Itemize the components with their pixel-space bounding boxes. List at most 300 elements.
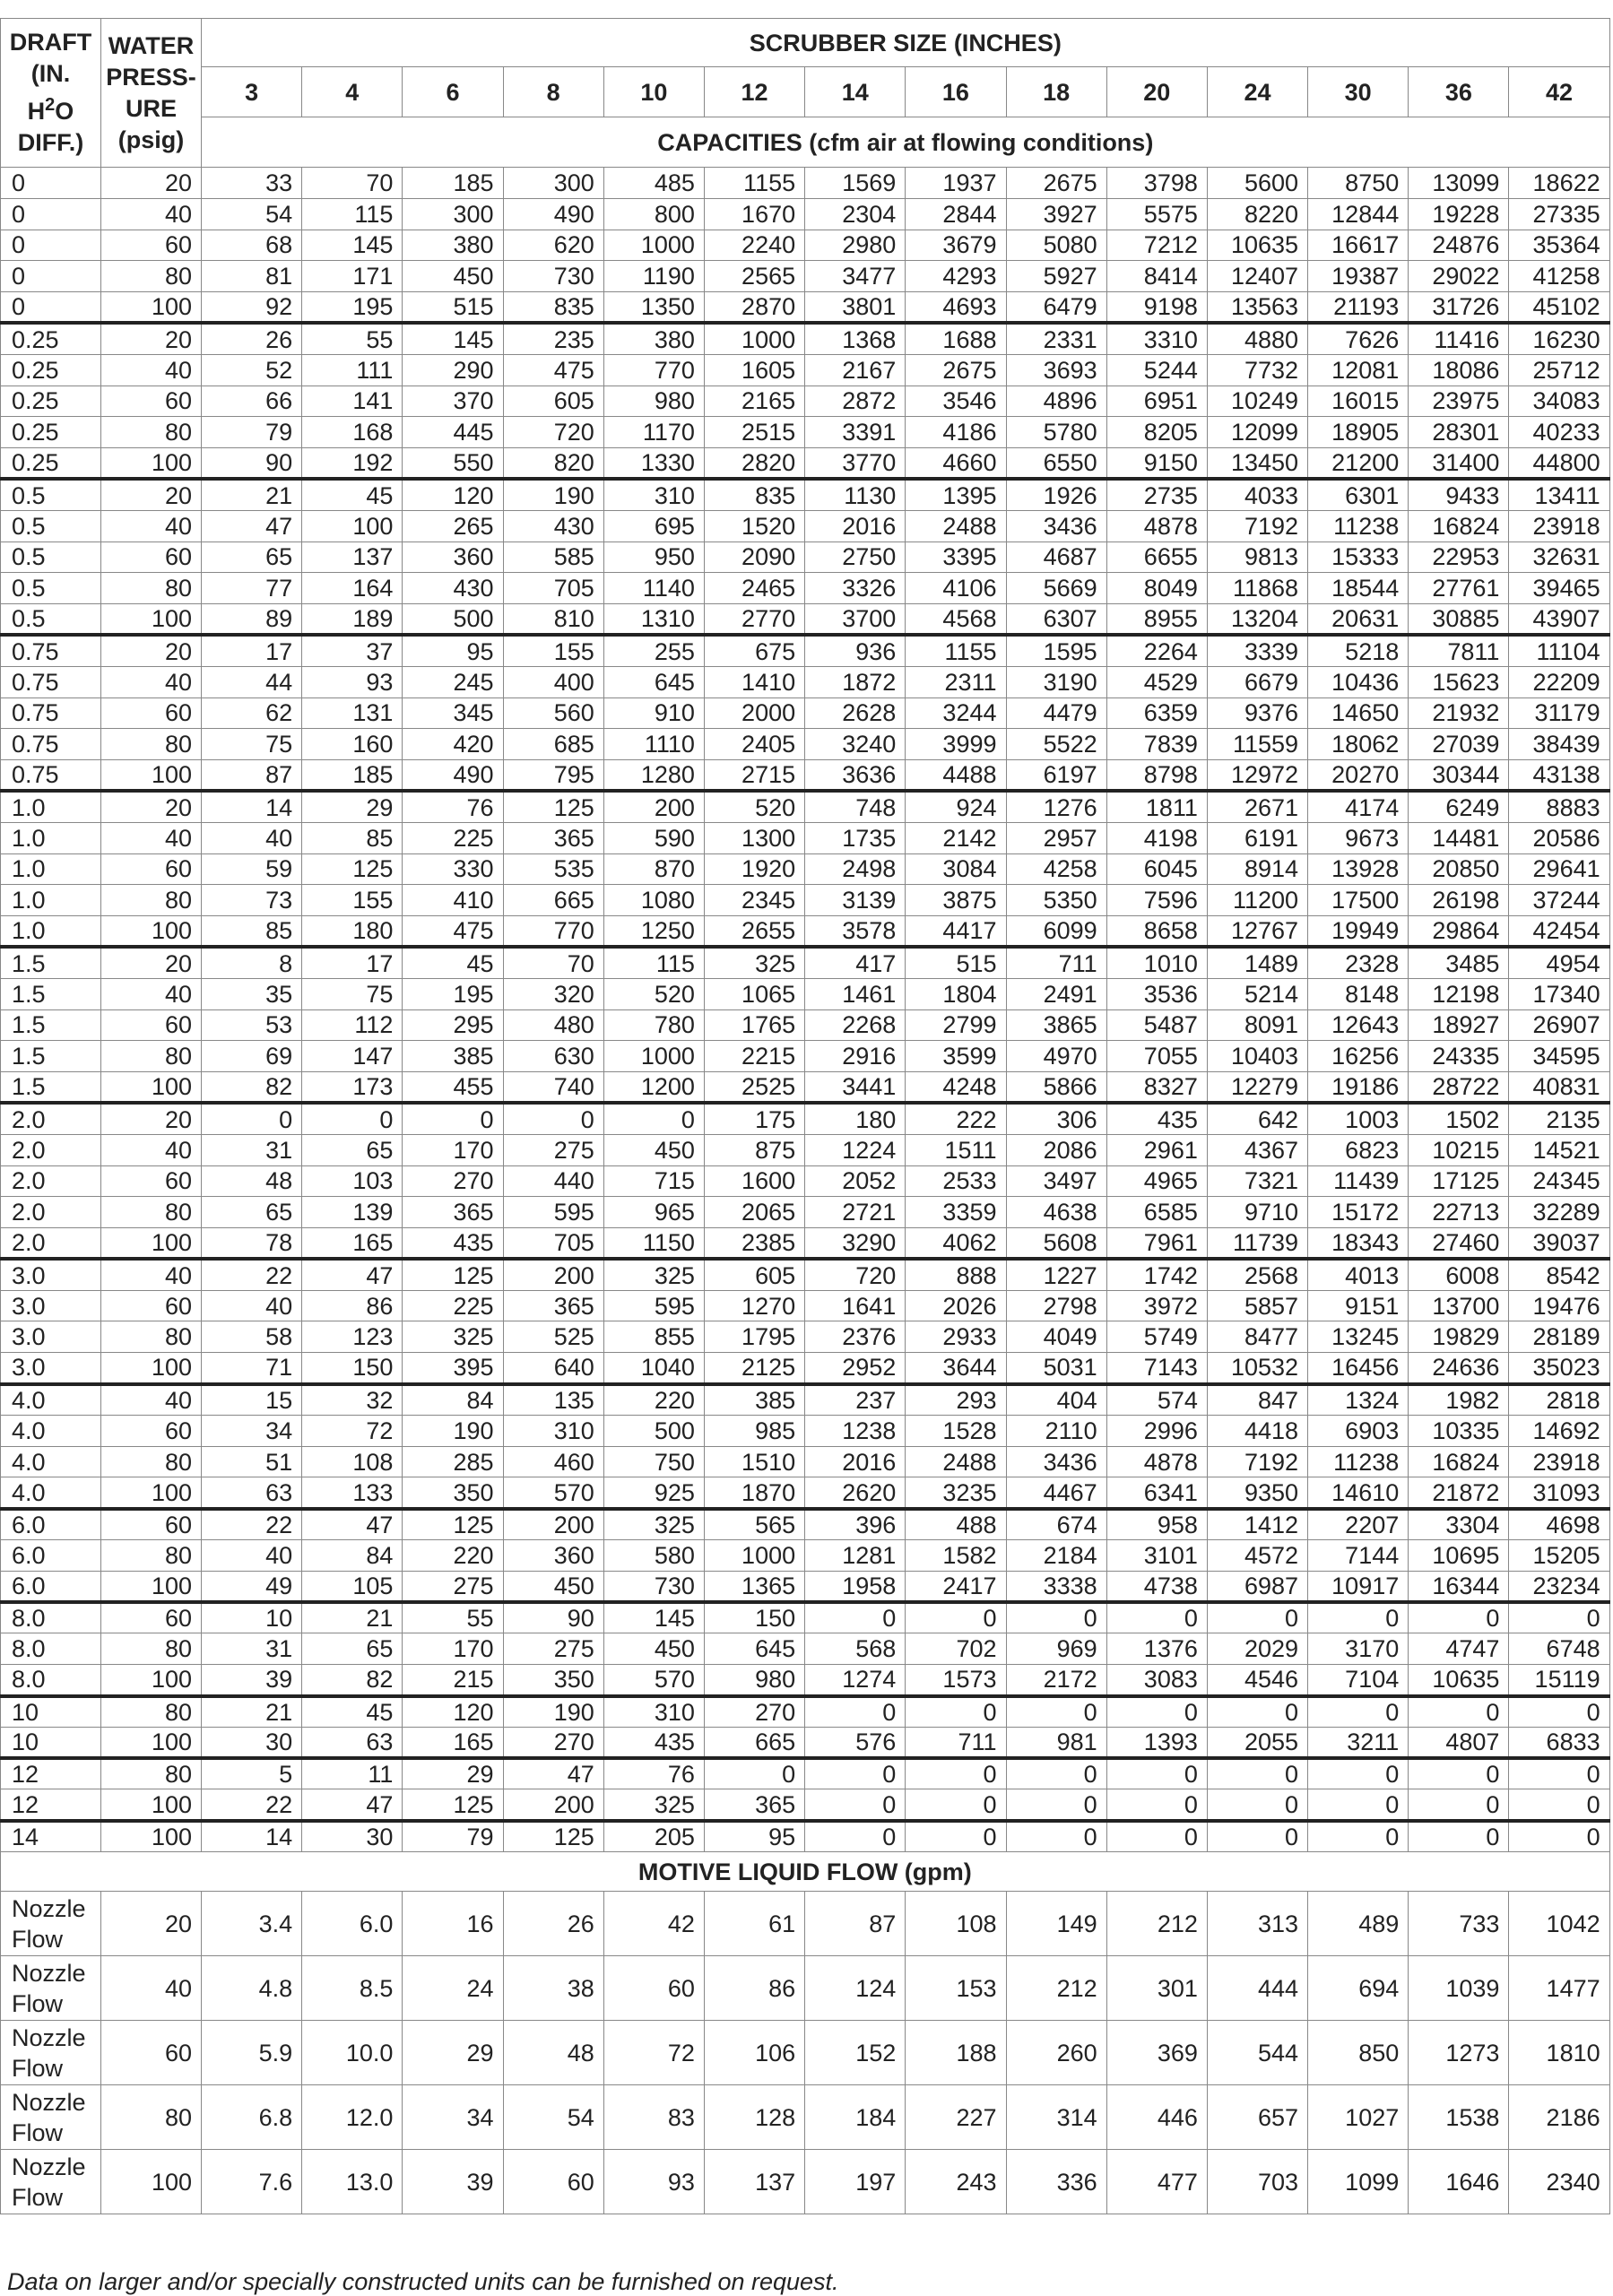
capacity-cell: 2240 [704,230,804,261]
capacity-cell: 7626 [1308,323,1409,354]
capacity-cell: 26 [202,323,302,354]
capacity-cell: 1412 [1207,1509,1307,1540]
capacity-cell: 3139 [805,885,906,916]
capacity-cell: 3798 [1106,168,1207,199]
flow-cell: 2186 [1509,2085,1609,2150]
capacity-cell: 1330 [603,448,704,480]
capacity-cell: 95 [403,635,503,666]
capacity-cell: 325 [603,1259,704,1290]
capacity-cell: 847 [1207,1384,1307,1416]
capacity-cell: 22953 [1409,542,1509,573]
capacity-cell: 85 [202,916,302,948]
capacity-cell: 980 [603,386,704,417]
capacity-cell: 220 [603,1384,704,1416]
capacity-cell: 490 [403,760,503,792]
capacity-cell: 52 [202,354,302,386]
capacity-cell: 3972 [1106,1290,1207,1321]
capacity-cell: 642 [1207,1103,1307,1134]
capacity-cell: 2304 [805,198,906,230]
draft-cell: 0.25 [1,417,101,448]
capacity-cell: 3339 [1207,635,1307,666]
capacity-cell: 2135 [1509,1103,1609,1134]
capacity-cell: 125 [302,853,403,885]
capacity-cell: 10249 [1207,386,1307,417]
pressure-cell: 80 [101,417,202,448]
capacity-cell: 3304 [1409,1509,1509,1540]
capacity-cell: 2172 [1006,1665,1106,1696]
capacity-cell: 5 [202,1758,302,1789]
capacity-cell: 5749 [1106,1321,1207,1353]
capacity-cell: 1000 [704,323,804,354]
capacity-cell: 24876 [1409,230,1509,261]
capacity-cell: 2957 [1006,822,1106,853]
draft-cell: 2.0 [1,1165,101,1197]
table-row [1,822,1610,853]
capacity-cell: 22209 [1509,666,1609,697]
table-row [1,791,1610,822]
table-row [1,853,1610,885]
capacity-cell: 875 [704,1134,804,1165]
capacity-cell: 1224 [805,1134,906,1165]
capacity-cell: 500 [603,1415,704,1446]
capacity-cell: 2933 [906,1321,1006,1353]
capacity-cell: 26907 [1509,1009,1609,1041]
draft-cell: 4.0 [1,1415,101,1446]
capacity-cell: 108 [302,1446,403,1477]
capacity-cell: 237 [805,1384,906,1416]
capacity-cell: 30 [302,1821,403,1852]
capacity-cell: 7192 [1207,510,1307,542]
capacity-cell: 1238 [805,1415,906,1446]
capacity-cell: 15119 [1509,1665,1609,1696]
capacity-cell: 2620 [805,1477,906,1509]
capacity-cell: 910 [603,697,704,729]
capacity-cell: 620 [503,230,603,261]
capacity-cell: 958 [1106,1509,1207,1540]
capacity-cell: 7596 [1106,885,1207,916]
capacity-cell: 1605 [704,354,804,386]
draft-cell: 3.0 [1,1353,101,1384]
pressure-cell: 20 [101,635,202,666]
scrubber-capacity-table [0,18,1610,2214]
draft-cell: 14 [1,1821,101,1852]
capacity-cell: 15333 [1308,542,1409,573]
footnote: Data on larger and/or specially constructed units can be furnished on request. [7,2268,839,2295]
capacity-cell: 2110 [1006,1415,1106,1446]
capacity-cell: 47 [202,510,302,542]
capacity-cell: 685 [503,729,603,760]
flow-cell: 444 [1207,1956,1307,2021]
capacity-cell: 8658 [1106,916,1207,948]
table-row [1,1384,1610,1416]
flow-cell: 13.0 [302,2150,403,2214]
capacity-cell: 20270 [1308,760,1409,792]
capacity-cell: 574 [1106,1384,1207,1416]
pressure-cell: 80 [101,573,202,604]
flow-cell: 7.6 [202,2150,302,2214]
capacity-cell: 455 [403,1072,503,1104]
capacity-cell: 11238 [1308,510,1409,542]
capacity-cell: 12972 [1207,760,1307,792]
capacity-cell: 3436 [1006,510,1106,542]
capacity-cell: 430 [403,573,503,604]
capacity-cell: 58 [202,1321,302,1353]
capacity-cell: 3190 [1006,666,1106,697]
capacity-cell: 2980 [805,230,906,261]
pressure-cell: 80 [101,1633,202,1665]
capacity-cell: 365 [503,1290,603,1321]
capacity-cell: 13563 [1207,292,1307,324]
capacity-cell: 14692 [1509,1415,1609,1446]
capacity-cell: 11416 [1409,323,1509,354]
capacity-cell: 11238 [1308,1446,1409,1477]
capacity-cell: 8883 [1509,791,1609,822]
flow-cell: 86 [704,1956,804,2021]
pressure-cell: 80 [101,1197,202,1228]
capacity-cell: 40 [202,822,302,853]
pressure-cell: 100 [101,1477,202,1509]
capacity-cell: 888 [906,1259,1006,1290]
capacity-cell: 0 [1106,1602,1207,1633]
capacity-cell: 0 [1207,1602,1307,1633]
capacity-cell: 27039 [1409,729,1509,760]
capacity-cell: 0 [1006,1696,1106,1728]
capacity-cell: 125 [403,1259,503,1290]
capacity-cell: 7321 [1207,1165,1307,1197]
capacity-cell: 9673 [1308,822,1409,853]
flow-cell: 10.0 [302,2021,403,2085]
capacity-cell: 640 [503,1353,603,1384]
capacity-cell: 111 [302,354,403,386]
capacity-cell: 2215 [704,1041,804,1072]
pressure-cell: 60 [101,1415,202,1446]
capacity-cell: 6748 [1509,1633,1609,1665]
capacity-cell: 969 [1006,1633,1106,1665]
capacity-cell: 417 [805,947,906,978]
capacity-cell: 49 [202,1571,302,1602]
capacity-cell: 0 [1308,1821,1409,1852]
capacity-cell: 0 [1509,1696,1609,1728]
capacity-cell: 40233 [1509,417,1609,448]
capacity-cell: 2016 [805,1446,906,1477]
capacity-cell: 13245 [1308,1321,1409,1353]
capacity-cell: 13450 [1207,448,1307,480]
pressure-cell: 20 [101,1892,202,1956]
capacity-cell: 450 [603,1633,704,1665]
flow-cell: 5.9 [202,2021,302,2085]
table-row [1,1415,1610,1446]
capacity-cell: 8477 [1207,1321,1307,1353]
capacity-cell: 31179 [1509,697,1609,729]
capacity-cell: 34083 [1509,386,1609,417]
capacity-cell: 71 [202,1353,302,1384]
capacities-label-row [1,117,1610,168]
capacity-cell: 270 [403,1165,503,1197]
capacity-cell: 7143 [1106,1353,1207,1384]
capacity-cell: 16015 [1308,386,1409,417]
capacity-cell: 43138 [1509,760,1609,792]
flow-cell: 1538 [1409,2085,1509,2150]
flow-cell: 6.0 [302,1892,403,1956]
capacity-cell: 14481 [1409,822,1509,853]
capacity-cell: 6191 [1207,822,1307,853]
table-row [1,1134,1610,1165]
capacity-cell: 95 [704,1821,804,1852]
capacity-cell: 435 [403,1228,503,1260]
capacity-cell: 40 [202,1290,302,1321]
capacity-cell: 350 [403,1477,503,1509]
nozzle-flow-row [1,2021,1610,2085]
capacity-cell: 2052 [805,1165,906,1197]
capacity-cell: 2465 [704,573,804,604]
capacity-cell: 1040 [603,1353,704,1384]
pressure-cell: 20 [101,168,202,199]
capacity-cell: 7055 [1106,1041,1207,1072]
capacity-cell: 0 [805,1758,906,1789]
pressure-cell: 60 [101,386,202,417]
capacity-cell: 22 [202,1509,302,1540]
capacity-cell: 6045 [1106,853,1207,885]
flow-cell: 153 [906,1956,1006,2021]
flow-cell: 260 [1006,2021,1106,2085]
capacity-cell: 3436 [1006,1446,1106,1477]
capacity-cell: 13204 [1207,604,1307,636]
draft-cell: 2.0 [1,1134,101,1165]
capacity-cell: 39 [202,1665,302,1696]
pressure-cell: 80 [101,1446,202,1477]
capacity-cell: 8220 [1207,198,1307,230]
capacity-cell: 380 [403,230,503,261]
capacity-cell: 47 [302,1789,403,1821]
capacity-cell: 5487 [1106,1009,1207,1041]
capacity-cell: 13700 [1409,1290,1509,1321]
capacity-cell: 10917 [1308,1571,1409,1602]
capacity-cell: 4568 [906,604,1006,636]
capacity-cell: 3636 [805,760,906,792]
capacity-cell: 2961 [1106,1134,1207,1165]
capacity-cell: 380 [603,323,704,354]
capacity-cell: 2029 [1207,1633,1307,1665]
capacity-cell: 3240 [805,729,906,760]
pressure-cell: 80 [101,1041,202,1072]
capacity-cell: 488 [906,1509,1006,1540]
capacity-cell: 12198 [1409,978,1509,1009]
capacity-cell: 2735 [1106,479,1207,510]
capacity-cell: 1958 [805,1571,906,1602]
capacity-cell: 31400 [1409,448,1509,480]
capacity-cell: 795 [503,760,603,792]
capacity-cell: 6951 [1106,386,1207,417]
capacity-cell: 520 [704,791,804,822]
draft-cell: 6.0 [1,1540,101,1572]
capacity-cell: 29641 [1509,853,1609,885]
capacity-cell: 175 [704,1103,804,1134]
capacity-cell: 12081 [1308,354,1409,386]
capacity-cell: 965 [603,1197,704,1228]
capacity-cell: 4687 [1006,542,1106,573]
draft-cell: 0.5 [1,510,101,542]
capacity-cell: 0 [1207,1696,1307,1728]
capacity-cell: 330 [403,853,503,885]
capacity-cell: 1600 [704,1165,804,1197]
capacity-cell: 76 [403,791,503,822]
capacity-cell: 385 [704,1384,804,1416]
capacity-cell: 8148 [1308,978,1409,1009]
capacity-cell: 10403 [1207,1041,1307,1072]
table-row [1,635,1610,666]
table-row [1,1290,1610,1321]
pressure-cell: 80 [101,885,202,916]
capacity-cell: 12407 [1207,261,1307,292]
capacity-cell: 35 [202,978,302,1009]
capacity-cell: 420 [403,729,503,760]
capacity-cell: 10335 [1409,1415,1509,1446]
capacity-cell: 31 [202,1633,302,1665]
capacity-cell: 200 [503,1259,603,1290]
draft-column-header: DRAFT (IN. $H^2O$ DIFF.) [1,19,101,168]
capacity-cell: 2952 [805,1353,906,1384]
draft-cell: 0.25 [1,354,101,386]
pressure-cell: 20 [101,1103,202,1134]
capacity-cell: 450 [403,261,503,292]
capacity-cell: 14521 [1509,1134,1609,1165]
capacity-cell: 13099 [1409,168,1509,199]
capacity-cell: 2533 [906,1165,1006,1197]
capacity-cell: 73 [202,885,302,916]
capacity-cell: 1937 [906,168,1006,199]
capacity-cell: 4033 [1207,479,1307,510]
capacity-cell: 68 [202,230,302,261]
capacity-cell: 4954 [1509,947,1609,978]
capacity-cell: 1350 [603,292,704,324]
capacity-cell: 24335 [1409,1041,1509,1072]
capacity-cell: 63 [302,1727,403,1758]
capacity-cell: 576 [805,1727,906,1758]
capacities-label: CAPACITIES (cfm air at flowing conditions) [202,117,1610,168]
capacity-cell: 1155 [704,168,804,199]
pressure-cell: 100 [101,1665,202,1696]
capacity-cell: 1003 [1308,1103,1409,1134]
capacity-cell: 4186 [906,417,1006,448]
capacity-cell: 225 [403,1290,503,1321]
capacity-cell: 750 [603,1446,704,1477]
flow-cell: 39 [403,2150,503,2214]
table-row [1,542,1610,573]
flow-cell: 313 [1207,1892,1307,1956]
capacity-cell: 9376 [1207,697,1307,729]
capacity-cell: 325 [603,1509,704,1540]
capacity-cell: 200 [603,791,704,822]
table-row [1,1072,1610,1104]
capacity-cell: 2628 [805,697,906,729]
capacity-cell: 4248 [906,1072,1006,1104]
capacity-cell: 27335 [1509,198,1609,230]
capacity-cell: 87 [202,760,302,792]
capacity-cell: 27761 [1409,573,1509,604]
table-row [1,168,1610,199]
capacity-cell: 590 [603,822,704,853]
pressure-cell: 80 [101,1696,202,1728]
capacity-cell: 2268 [805,1009,906,1041]
capacity-cell: 924 [906,791,1006,822]
nozzle-flow-label: Nozzle Flow [1,1892,101,1956]
capacity-cell: 1000 [603,1041,704,1072]
capacity-cell: 10635 [1409,1665,1509,1696]
capacity-cell: 165 [302,1228,403,1260]
motive-flow-body [1,1852,1610,2214]
capacity-cell: 39037 [1509,1228,1609,1260]
capacity-cell: 155 [302,885,403,916]
capacity-cell: 1735 [805,822,906,853]
table-row [1,510,1610,542]
capacity-cell: 2331 [1006,323,1106,354]
capacity-cell: 0 [1106,1696,1207,1728]
flow-cell: 24 [403,1956,503,2021]
capacity-cell: 147 [302,1041,403,1072]
capacity-cell: 19228 [1409,198,1509,230]
capacity-cell: 2820 [704,448,804,480]
size-header: 10 [603,67,704,117]
motive-flow-title-row [1,1852,1610,1892]
table-row [1,1228,1610,1260]
pressure-cell: 100 [101,1727,202,1758]
capacity-cell: 1811 [1106,791,1207,822]
flow-cell: 34 [403,2085,503,2150]
flow-cell: 369 [1106,2021,1207,2085]
capacity-cell: 53 [202,1009,302,1041]
capacity-cell: 705 [503,573,603,604]
pressure-cell: 100 [101,1789,202,1821]
nozzle-flow-row [1,1956,1610,2021]
draft-cell: 0.75 [1,666,101,697]
flow-cell: 314 [1006,2085,1106,2150]
capacity-cell: 695 [603,510,704,542]
water-pressure-column-header: WATER PRESS- URE (psig) [101,19,202,168]
flow-cell: 8.5 [302,1956,403,2021]
capacity-cell: 2844 [906,198,1006,230]
capacity-cell: 5780 [1006,417,1106,448]
capacity-cell: 139 [302,1197,403,1228]
capacity-cell: 18062 [1308,729,1409,760]
capacity-cell: 275 [503,1633,603,1665]
capacity-cell: 3578 [805,916,906,948]
capacity-cell: 3211 [1308,1727,1409,1758]
capacity-cell: 16456 [1308,1353,1409,1384]
capacity-cell: 4693 [906,292,1006,324]
capacity-cell: 225 [403,822,503,853]
draft-cell: 0 [1,198,101,230]
capacity-cell: 370 [403,386,503,417]
motive-flow-title: MOTIVE LIQUID FLOW (gpm) [1,1852,1610,1892]
capacity-cell: 3244 [906,697,1006,729]
flow-cell: 733 [1409,1892,1509,1956]
capacity-cell: 22 [202,1789,302,1821]
capacity-cell: 28301 [1409,417,1509,448]
capacity-cell: 125 [503,1821,603,1852]
capacity-cell: 17340 [1509,978,1609,1009]
flow-cell: 54 [503,2085,603,2150]
draft-cell: 6.0 [1,1571,101,1602]
capacity-cell: 275 [403,1571,503,1602]
table-row [1,604,1610,636]
capacity-cell: 0 [1106,1789,1207,1821]
capacity-cell: 15 [202,1384,302,1416]
capacity-cell: 5866 [1006,1072,1106,1104]
capacity-cell: 0 [1106,1758,1207,1789]
capacity-cell: 23918 [1509,1446,1609,1477]
pressure-cell: 40 [101,1134,202,1165]
capacity-cell: 1569 [805,168,906,199]
